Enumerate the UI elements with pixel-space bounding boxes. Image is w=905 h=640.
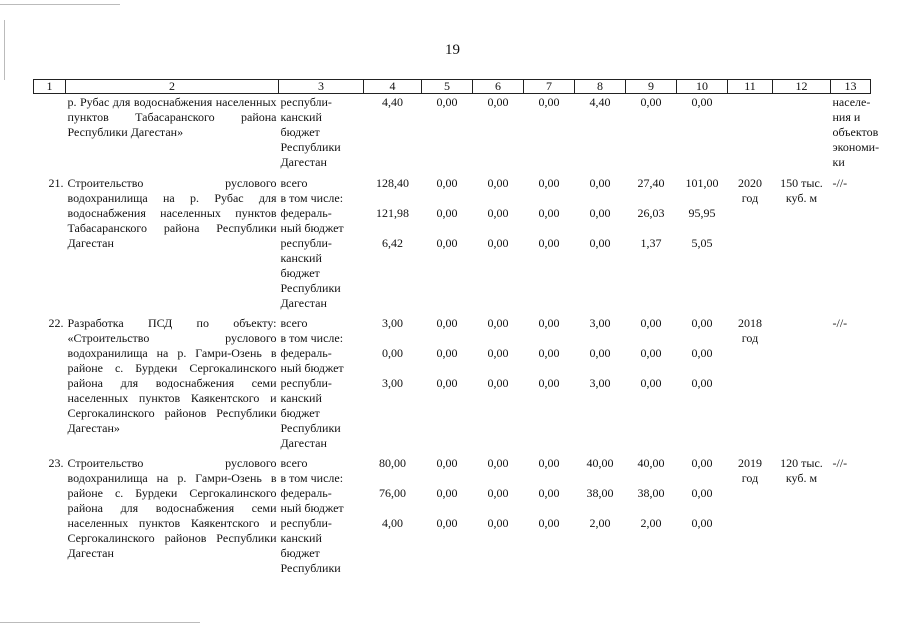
- column-header: 5: [422, 80, 473, 94]
- value-col7: 0,00 0,00 0,00: [538, 175, 560, 250]
- scan-artifact: [4, 20, 5, 80]
- value-col10: 101,00 95,95 5,05: [685, 175, 719, 250]
- table-header-row: [34, 80, 871, 94]
- note: -//-: [832, 175, 848, 190]
- column-header: 2: [66, 80, 279, 94]
- value-col6: 0,00 0,00 0,00: [487, 455, 509, 530]
- table-row: [34, 175, 871, 315]
- object-name: р. Рубас для водоснабжения населенных пунктов Табасаранского района Республики Дагестан»: [67, 95, 277, 139]
- funding-source: всего в том числе: федераль- ный бюджет республи- канский бюджет Республики Дагестан: [280, 315, 344, 450]
- capacity: [773, 94, 831, 175]
- value-col10: 0,00 0,00 0,00: [691, 315, 713, 390]
- completion-year: [728, 94, 773, 175]
- value-col6: 0,00 0,00 0,00: [487, 175, 509, 250]
- table-row: [34, 455, 871, 580]
- value-col8: 0,00 0,00 0,00: [589, 175, 611, 250]
- value-col7: 0,00 0,00 0,00: [538, 455, 560, 530]
- table-row: [34, 315, 871, 455]
- column-header: 1: [34, 80, 66, 94]
- column-header: 13: [831, 80, 871, 94]
- value-col9: 27,40 26,03 1,37: [637, 175, 665, 250]
- funding-source: республи- канский бюджет Республики Дагестан: [280, 95, 341, 169]
- row-number: 23.: [48, 455, 64, 470]
- note: населе- ния и объектов экономи- ки: [832, 95, 880, 169]
- column-header: 8: [575, 80, 626, 94]
- note: -//-: [832, 315, 848, 330]
- completion-year: 2019 год: [738, 455, 762, 485]
- note: -//-: [832, 455, 848, 470]
- budget-table: [33, 79, 880, 580]
- completion-year: 2018 год: [738, 315, 762, 345]
- row-number: 21.: [48, 175, 64, 190]
- column-header: 12: [773, 80, 831, 94]
- value-col5: 0,00 0,00 0,00: [436, 315, 458, 390]
- table-row: [34, 94, 871, 175]
- column-header: 10: [677, 80, 728, 94]
- value-col8: 4,40: [589, 95, 611, 109]
- value-col9: 40,00 38,00 2,00: [637, 455, 665, 530]
- funding-source: всего в том числе: федераль- ный бюджет республи- канский бюджет Республики: [280, 455, 344, 575]
- value-col5: 0,00 0,00 0,00: [436, 455, 458, 530]
- value-col8: 40,00 38,00 2,00: [586, 455, 614, 530]
- page-number: 19: [445, 42, 460, 58]
- row-number: 22.: [48, 315, 64, 330]
- value-total: 4,40: [382, 95, 403, 109]
- value-col5: 0,00: [436, 95, 458, 109]
- column-header: 9: [626, 80, 677, 94]
- column-header: 7: [524, 80, 575, 94]
- value-total: 128,40 121,98 6,42: [376, 175, 409, 250]
- value-col9: 0,00 0,00 0,00: [640, 315, 662, 390]
- object-name: Строительство руслового водохранилища на р. Гамри-Озень в районе с. Бурдеки Сергокалинского района для водоснабжения семи населенных пунктов Каякентского и Сергокалинского районов Республики Дагестан: [67, 455, 277, 560]
- row-number: [34, 94, 66, 175]
- value-col8: 3,00 0,00 3,00: [589, 315, 611, 390]
- object-name: Разработка ПСД по объекту: «Строительство руслового водохранилища на р. Гамри-Озень в районе с. Бурдеки Сергокалинского района для водоснабжения семи населенных пунктов Каякентского и Сергокалинского районов Республики Дагестан»: [67, 315, 277, 435]
- scan-artifact: [0, 622, 200, 623]
- value-col6: 0,00: [487, 95, 509, 109]
- value-col10: 0,00: [691, 95, 713, 109]
- column-header: 11: [728, 80, 773, 94]
- value-col10: 0,00 0,00 0,00: [691, 455, 713, 530]
- value-total: 3,00 0,00 3,00: [382, 315, 403, 390]
- column-header: 3: [279, 80, 364, 94]
- capacity: 120 тыс. куб. м: [780, 455, 823, 485]
- capacity: [773, 315, 831, 455]
- value-col5: 0,00 0,00 0,00: [436, 175, 458, 250]
- value-col9: 0,00: [640, 95, 662, 109]
- column-header: 4: [364, 80, 422, 94]
- scan-artifact: [0, 4, 120, 5]
- capacity: 150 тыс. куб. м: [780, 175, 823, 205]
- value-col6: 0,00 0,00 0,00: [487, 315, 509, 390]
- completion-year: 2020 год: [738, 175, 762, 205]
- value-total: 80,00 76,00 4,00: [379, 455, 406, 530]
- value-col7: 0,00 0,00 0,00: [538, 315, 560, 390]
- value-col7: 0,00: [538, 95, 560, 109]
- funding-source: всего в том числе: федераль- ный бюджет республи- канский бюджет Республики Дагестан: [280, 175, 344, 310]
- column-header: 6: [473, 80, 524, 94]
- object-name: Строительство руслового водохранилища на р. Рубас для водоснабжения населенных пунктов Табасаранского района Республики Дагестан: [67, 175, 277, 250]
